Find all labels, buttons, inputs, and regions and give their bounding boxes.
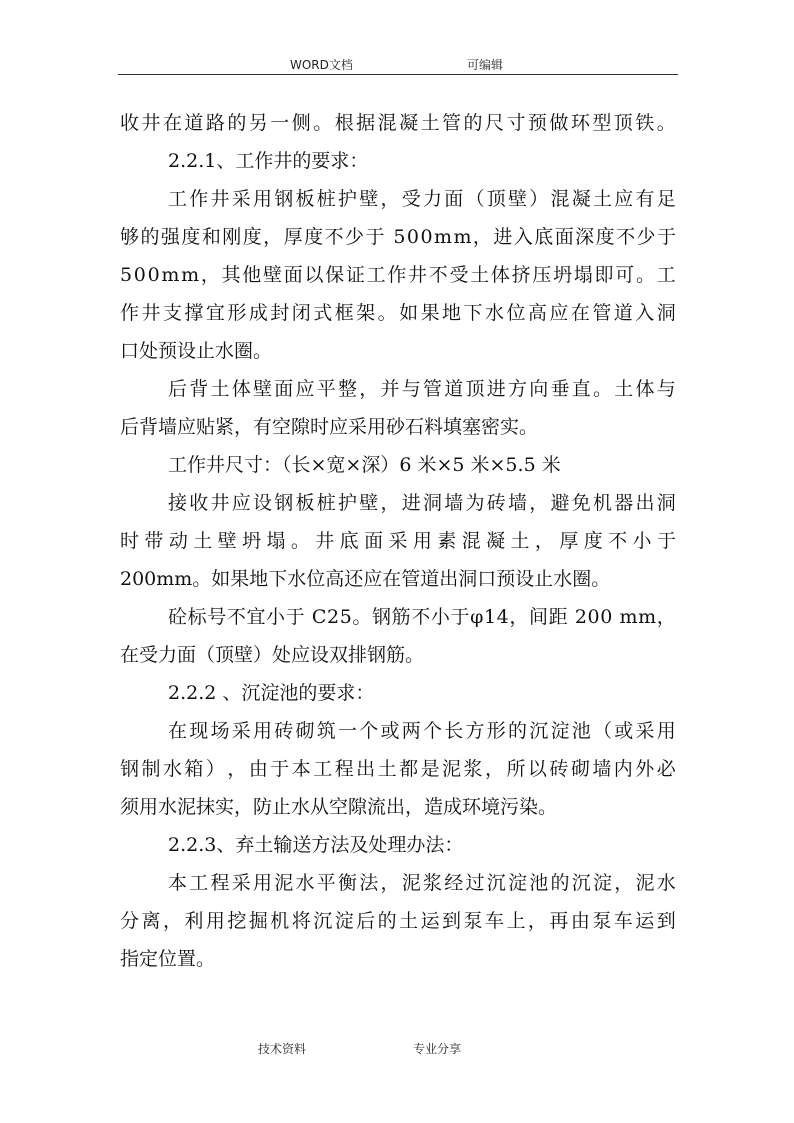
document-body — [120, 104, 676, 978]
body-line: 在受力面（顶壁）处应设双排钢筋。 — [120, 644, 425, 666]
body-line: 作 井 支 撑 宜 形 成 封 闭 式 框 架 。 如 果 地 下 水 位 高 应 在 管 道 入 洞 — [120, 302, 676, 324]
section-heading: 2.2.3、弃土输送方法及处理办法： — [168, 834, 464, 856]
body-line: 砼 标 号 不 宜 小 于 C 2 5 。 钢 筋 不 小 于 φ 1 4 ， 间 距 2 0 0 m m ， — [168, 606, 676, 628]
body-line: 够 的 强 度 和 刚 度 ， 厚 度 不 少 于 5 0 0 m m ， 进 入 底 面 深 度 不 少 于 — [120, 226, 676, 248]
body-line: 口处预设止水圈。 — [120, 340, 273, 362]
header-left-text: WORD文档 — [290, 58, 353, 72]
body-line: 分 离 ， 利 用 挖 掘 机 将 沉 淀 后 的 土 运 到 泵 车 上 ， 再 由 泵 车 运 到 — [120, 910, 676, 932]
body-line: 须用水泥抹实，防止水从空隙流出，造成环境污染。 — [120, 796, 558, 818]
body-line: 钢 制 水 箱 ） ， 由 于 本 工 程 出 土 都 是 泥 浆 ， 所 以 砖 砌 墙 内 外 必 — [120, 758, 676, 780]
section-heading: 2.2.1、工作井的要求： — [168, 150, 369, 172]
page-header — [0, 56, 794, 76]
body-line: 后背墙应贴紧，有空隙时应采用砂石料填塞密实。 — [120, 416, 539, 438]
header-right-text: 可编辑 — [467, 58, 504, 72]
page-footer — [0, 1040, 794, 1060]
body-line: 收 井 在 道 路 的 另 一 侧 。 根 据 混 凝 土 管 的 尺 寸 预 做 环 型 顶 铁 。 — [120, 112, 676, 134]
body-line: 工 作 井 采 用 钢 板 桩 护 壁 ， 受 力 面 （ 顶 壁 ） 混 凝 土 应 有 足 — [168, 188, 676, 210]
section-heading: 2.2.2 、沉淀池的要求： — [168, 682, 375, 704]
body-line: 接 收 井 应 设 钢 板 桩 护 壁 ， 进 洞 墙 为 砖 墙 ， 避 免 机 器 出 洞 — [168, 492, 676, 514]
body-line: 在 现 场 采 用 砖 砌 筑 一 个 或 两 个 长 方 形 的 沉 淀 池 （ 或 采 用 — [168, 720, 676, 742]
header-rule — [118, 74, 678, 75]
body-line: 时 带 动 土 壁 坍 塌 。 井 底 面 采 用 素 混 凝 土 ， 厚 度 不 小 于 — [120, 530, 676, 552]
body-line: 5 0 0 m m ， 其 他 壁 面 以 保 证 工 作 井 不 受 土 体 挤 压 坍 塌 即 可 。 工 — [120, 264, 676, 286]
footer-left-text: 技术资料 — [258, 1042, 307, 1056]
body-line: 200mm。如果地下水位高还应在管道出洞口预设止水圈。 — [120, 568, 611, 590]
body-line: 后 背 土 体 壁 面 应 平 整 ， 并 与 管 道 顶 进 方 向 垂 直 。 土 体 与 — [168, 378, 676, 400]
body-line: 工作井尺寸：（长×宽×深）6 米×5 米×5.5 米 — [168, 454, 561, 476]
footer-right-text: 专业分享 — [413, 1042, 462, 1056]
body-line: 指定位置。 — [120, 948, 216, 970]
body-line: 本 工 程 采 用 泥 水 平 衡 法 ， 泥 浆 经 过 沉 淀 池 的 沉 淀 ， 泥 水 — [168, 872, 676, 894]
